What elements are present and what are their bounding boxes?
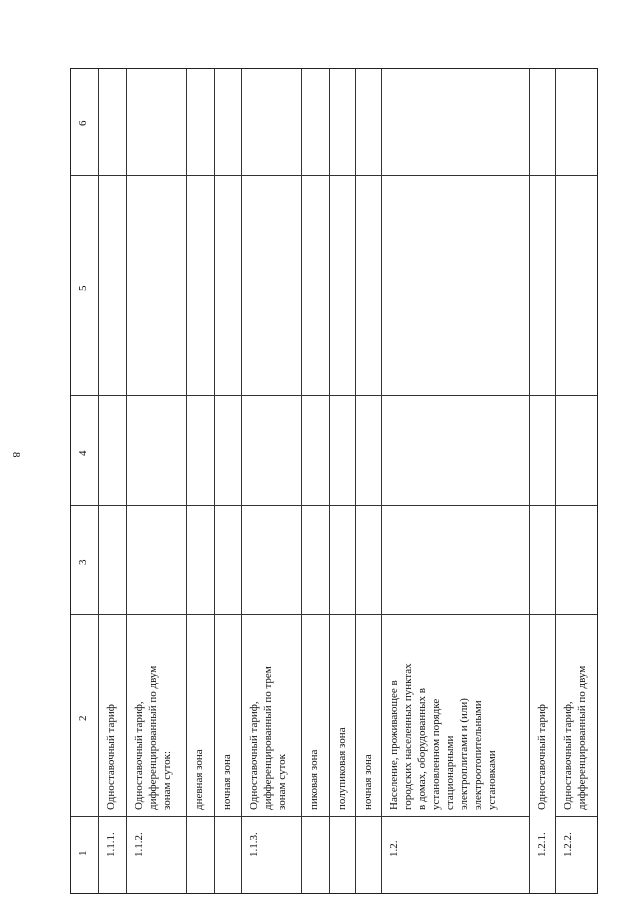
row-number: 1.1.1.: [105, 832, 117, 857]
row-description: установленном порядке: [430, 698, 442, 810]
column-divider: [71, 395, 597, 396]
tariff-table: [70, 68, 598, 894]
row-description: Одноставочный тариф: [105, 704, 117, 810]
row-description: дифференцированный по трем: [262, 666, 274, 810]
row-divider: [355, 69, 356, 893]
row-description: зонам суток: [276, 753, 288, 810]
row-description: стационарными: [444, 735, 456, 810]
row-number: 1.1.2.: [133, 832, 145, 857]
row-description: электроотопительными: [472, 700, 484, 810]
row-number: 1.1.3.: [248, 832, 260, 857]
column-divider: [71, 505, 597, 506]
header-cell-2: 2: [77, 715, 89, 721]
row-divider: [529, 69, 530, 893]
row-description: электроплитами и (или): [458, 698, 470, 810]
row-divider: [126, 69, 127, 893]
row-description: Одноставочный тариф,: [248, 701, 260, 810]
row-description: ночная зона: [221, 754, 233, 810]
row-description: Одноставочный тариф,: [133, 701, 145, 810]
row-description: Население, проживающее в: [388, 680, 400, 810]
page-number: 8: [10, 452, 22, 458]
row-divider: [98, 69, 99, 893]
row-description: установками: [486, 750, 498, 810]
row-divider: [214, 69, 215, 893]
row-description: дифференцированный по двум: [576, 665, 588, 810]
column-divider: [555, 816, 597, 817]
row-description: полупиковая зона: [336, 727, 348, 810]
header-cell-6: 6: [77, 120, 89, 126]
row-divider: [301, 69, 302, 893]
column-divider: [71, 816, 529, 817]
row-description: дифференцированный по двум: [147, 665, 159, 810]
header-cell-5: 5: [77, 285, 89, 291]
row-description: Одноставочный тариф: [536, 704, 548, 810]
row-number: 1.2.1.: [536, 832, 548, 857]
row-divider: [241, 69, 242, 893]
header-cell-1: 1: [77, 850, 89, 856]
header-cell-4: 4: [77, 450, 89, 456]
row-description: дневная зона: [193, 749, 205, 810]
row-description: пиковая зона: [308, 749, 320, 810]
row-divider: [381, 69, 382, 893]
row-description: зонам суток:: [161, 750, 173, 810]
row-description: ночная зона: [362, 754, 374, 810]
row-divider: [186, 69, 187, 893]
row-description: городских населенных пунктах: [402, 663, 414, 810]
column-divider: [71, 175, 597, 176]
row-number: 1.2.2.: [562, 832, 574, 857]
row-divider: [555, 69, 556, 893]
row-description: Одноставочный тариф,: [562, 701, 574, 810]
row-divider: [329, 69, 330, 893]
row-number: 1.2.: [388, 840, 400, 857]
header-cell-3: 3: [77, 559, 89, 565]
column-divider: [71, 614, 597, 615]
row-description: в домах, оборудованных в: [416, 688, 428, 810]
